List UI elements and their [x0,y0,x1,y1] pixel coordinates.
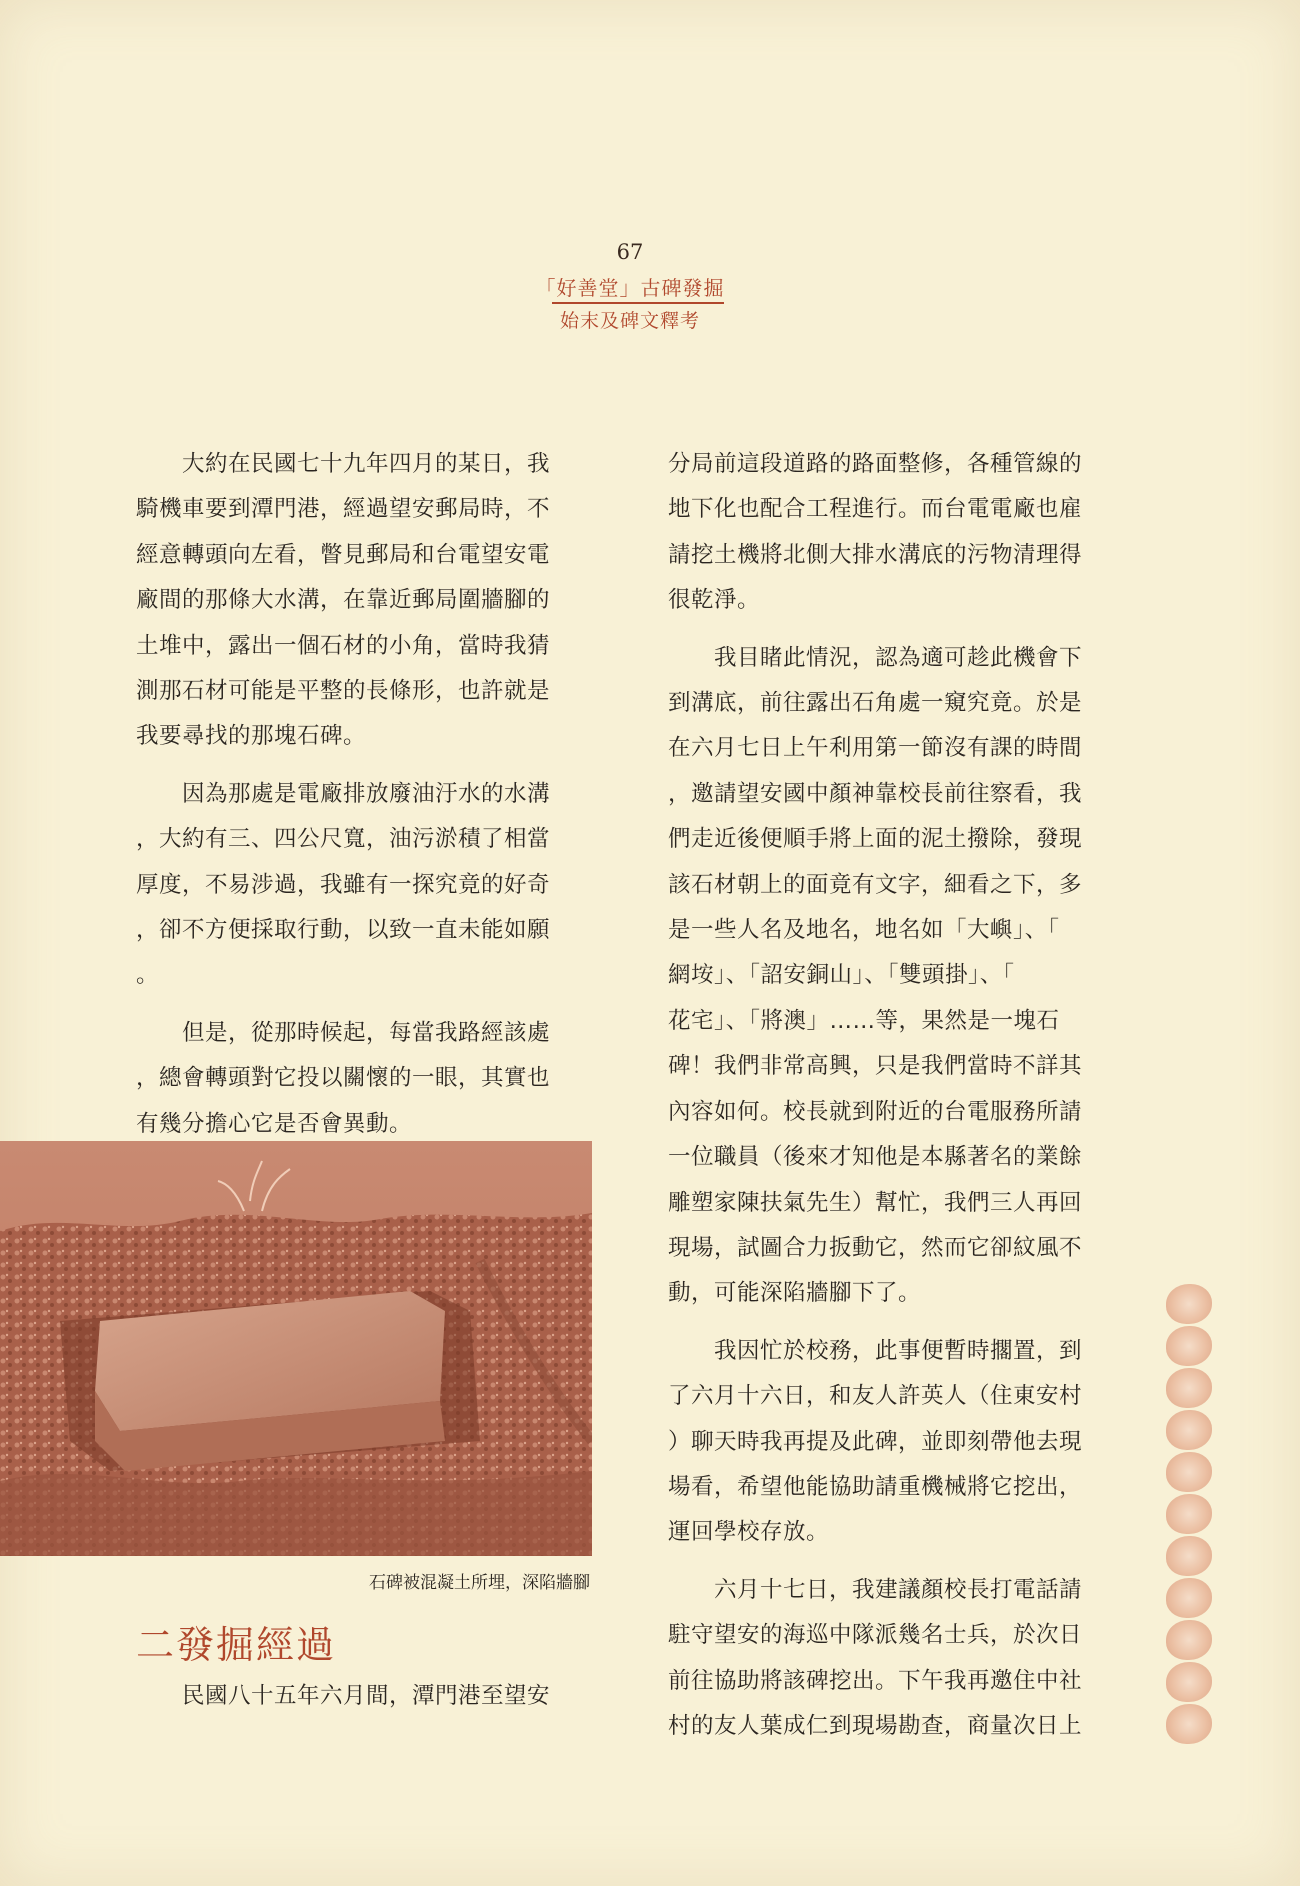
paragraph: 我因忙於校務，此事便暫時擱置，到 了六月十六日，和友人許英人（住東安村 ）聊天時我再提及此碑，並即刻帶他去現 場看，希望他能協助請重機械將它挖出， 運回學校存放。 [668,1337,1083,1546]
paragraph: 因為那處是電廠排放廢油汙水的水溝 ，大約有三、四公尺寬，油污淤積了相當 厚度，不易涉過，我雖有一探究竟的好奇 ，卻不方便採取行動，以致一直未能如願 。 [136,780,551,989]
seal-ornament [1166,1620,1212,1660]
paragraph: 分局前這段道路的路面整修，各種管線的 地下化也配合工程進行。而台電電廠也雇 請挖土機將北側大排水溝底的污物清理得 很乾淨。 [668,451,1083,614]
decorative-seal-strip [1162,1284,1216,1744]
left-column [136,442,586,1159]
seal-ornament [1166,1368,1212,1408]
paragraph: 我目睹此情況，認為適可趁此機會下 到溝底，前往露出石角處一窺究竟。於是 在六月七日上午利用第一節沒有課的時間 ，邀請望安國中顏神靠校長前往察看，我 們走近後便順手將上面的泥土撥除，發現 該石材朝上的面竟有文字，細看之下，多 是一些人名及地名，地名如「大嶼」、「 網垵」、「詔安銅山」、「雙頭掛」、「 花宅」、「將澳」……等，果然是一塊石 碑！我們非常高興，只是我們當時不詳其 內容如何。校長就到附近的台電服務所請 一位職員（後來才知他是本縣著名的業餘 雕塑家陳扶氣先生）幫忙，我們三人再回 現場，試圖合力扳動它，然而它卻紋風不 動，可能深陷牆腳下了。 [668,644,1083,1307]
running-header-subtitle: 始末及碑文釋考 [559,310,700,332]
right-column [668,442,1118,1761]
seal-ornament [1166,1494,1212,1534]
running-header-title: 「好善堂」古碑發掘 [535,276,725,300]
seal-ornament [1166,1452,1212,1492]
seal-ornament [1166,1662,1212,1702]
seal-ornament [1166,1284,1212,1324]
paragraph: 六月十七日，我建議顏校長打電話請 駐守望安的海巡中隊派幾名士兵，於次日 前往協助將該碑挖出。下午我再邀住中社 村的友人葉成仁到現場勘查，商量次日上 [668,1576,1083,1739]
seal-ornament [1166,1578,1212,1618]
seal-ornament [1166,1410,1212,1450]
stele-photo [0,1141,592,1556]
seal-ornament [1166,1536,1212,1576]
header-divider [552,302,724,304]
stele-photo-image [0,1141,592,1556]
paragraph: 大約在民國七十九年四月的某日，我 騎機車要到潭門港，經過望安郵局時，不 經意轉頭向左看，瞥見郵局和台電望安電 廠間的那條大水溝，在靠近郵局圍牆腳的 土堆中，露出一個石材的小角，當時我猜 測那石材可能是平整的長條形，也許就是 我要尋找的那塊石碑。 [136,451,551,750]
paragraph: 但是，從那時候起，每當我路經該處 ，總會轉頭對它投以關懷的一眼，其實也 有幾分擔心它是否會異動。 [136,1019,551,1137]
section-heading: 二發掘經過 [136,1623,337,1667]
seal-ornament [1166,1326,1212,1366]
seal-ornament [1166,1704,1212,1744]
photo-caption: 石碑被混凝土所埋，深陷牆腳 [369,1573,590,1593]
page-number: 67 [616,240,644,264]
paragraph: 民國八十五年六月間，潭門港至望安 [136,1683,551,1709]
